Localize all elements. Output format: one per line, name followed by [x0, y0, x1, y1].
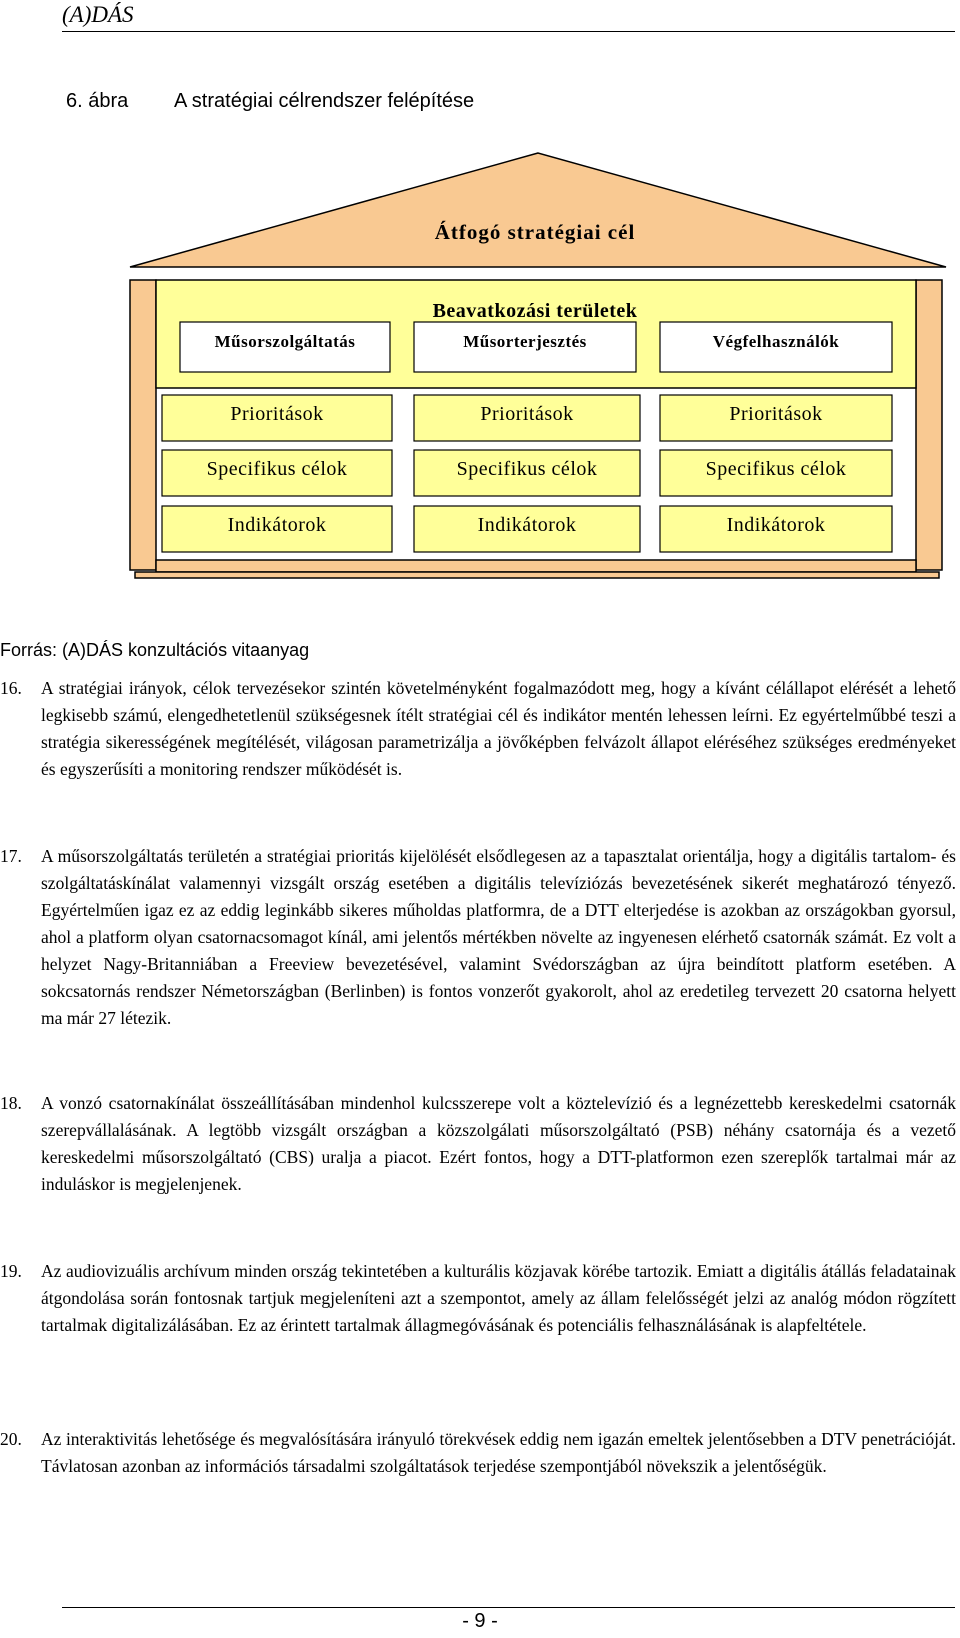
paragraph-number: 17. [0, 846, 22, 866]
base-bottom [135, 572, 939, 578]
cell-priorities-3: Prioritások [729, 403, 823, 425]
footer-rule [62, 1607, 955, 1608]
paragraph-18 [0, 1090, 956, 1198]
roof [130, 153, 946, 267]
running-header: (A)DÁS [62, 2, 134, 27]
pillar-left [130, 280, 156, 570]
cell-indicators-1: Indikátorok [227, 514, 327, 536]
figure-title: A stratégiai célrendszer felépítése [174, 90, 475, 112]
area-label-1: Műsorszolgáltatás [214, 332, 356, 351]
cell-goals-3: Specifikus célok [705, 458, 847, 480]
cell-priorities-2: Prioritások [480, 403, 574, 425]
paragraph-number: 20. [0, 1429, 22, 1449]
page-number: - 9 - [462, 1610, 498, 1632]
paragraph-text: Az interaktivitás lehetősége és megvalósítására irányuló törekvések eddig nem igazán emeltek jelentősebben a DTV penetrációját. Távlatosan azonban az információs társadalmi szolgáltatások terjedése szempontjából növekszik a jelentőségük. [41, 1429, 956, 1476]
figure-source: Forrás: (A)DÁS konzultációs vitaanyag [0, 640, 310, 660]
paragraph-text: A műsorszolgáltatás területén a stratégiai prioritás kijelölését elsődlegesen az a tapasztalat orientálja, hogy a digitális tartalom- és szolgáltatáskínálat valamennyi vizsgált ország esetében a digitális televíziózás bevezetésének sikerét meghatározó tényező. Egyértelműen igaz ez az eddig leginkább sikeres műholdas platformra, de a DTT elterjedése is azokban az országokban gyorsul, ahol a platform olyan csatornacsomagot kínál, ami jelentős mértékben növelte az ingyenesen elérhető csatornák számát. Ez volt a helyzet Nagy-Britanniában a Freeview bevezetésével, valamint Svédországban az újra beindított platform esetében. A sokcsatornás rendszer Németországban (Berlinben) is fontos vonzerőt gyakorolt, ahol az eredetileg tervezett 20 csatorna helyett ma már 27 létezik. [41, 846, 956, 1028]
paragraph-number: 18. [0, 1093, 22, 1113]
cell-goals-2: Specifikus célok [456, 458, 598, 480]
paragraph-text: Az audiovizuális archívum minden ország tekintetében a kulturális közjavak körébe tartozik. Emiatt a digitális átállás feladatainak átgondolása során fontosnak tartjuk megjeleníteni azt a szempontot, amely az állam felelősségét jelzi az analóg módon rögzített tartalmak digitalizálásában. Ez az érintett tartalmak állagmegóvásának és potenciális felhasználásának is alapfeltétele. [41, 1261, 956, 1335]
paragraph-text: A vonzó csatornakínálat összeállításában mindenhol kulcsszerepe volt a köztelevízió és a legnézettebb kereskedelmi csatornák szerepvállalásának. A legtöbb vizsgált országban a közszolgálati műsorszolgáltató (PSB) néhány csatornája és a vezető kereskedelmi műsorszolgáltató (CBS) uralja a piacot. Ezért fontos, hogy a DTT-platformon ezen szereplők tartalmai már az induláskor is megjelenjenek. [41, 1093, 956, 1194]
area-label-3: Végfelhasználók [712, 332, 840, 351]
cell-indicators-3: Indikátorok [726, 514, 826, 536]
figure-number: 6. ábra [66, 90, 129, 112]
cell-indicators-2: Indikátorok [477, 514, 577, 536]
paragraph-20 [0, 1426, 956, 1480]
cell-priorities-1: Prioritások [230, 403, 324, 425]
diagram-shapes [0, 150, 960, 610]
paragraph-number: 16. [0, 678, 22, 698]
base [156, 560, 916, 572]
paragraph-number: 19. [0, 1261, 22, 1281]
area-label-2: Műsorterjesztés [463, 332, 587, 351]
roof-label: Átfogó stratégiai cél [434, 220, 636, 244]
cell-goals-1: Specifikus célok [206, 458, 348, 480]
paragraph-text: A stratégiai irányok, célok tervezésekor szintén követelményként fogalmazódott meg, hogy a kívánt célállapot elérését a lehető legkisebb számú, elengedhetetlenül szükségesnek ítélt stratégiai cél és indikátor mentén lehessen leírni. Ez egyértelműbbé teszi a stratégia sikerességének megítélését, világosan parametrizálja a jövőképben felvázolt állapot eléréséhez szükséges eredményeket és egyszerűsíti a monitoring rendszer működését is. [41, 678, 956, 779]
areas-label: Beavatkozási területek [432, 300, 638, 322]
paragraph-17 [0, 843, 956, 1032]
header-rule [62, 31, 955, 32]
figure-caption [66, 90, 474, 113]
paragraph-16 [0, 675, 956, 783]
strategy-diagram [0, 150, 960, 610]
paragraph-19 [0, 1258, 956, 1339]
pillar-right [916, 280, 942, 570]
